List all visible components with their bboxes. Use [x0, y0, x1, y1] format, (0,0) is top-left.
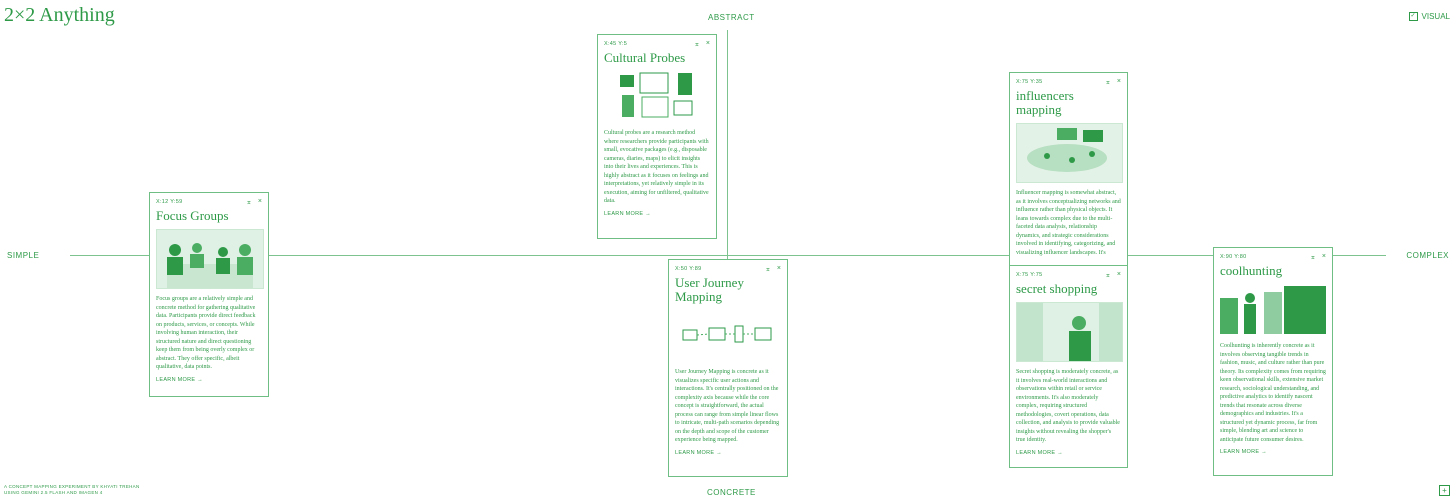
visual-toggle[interactable] [1409, 12, 1450, 21]
card-image [604, 71, 710, 123]
learn-more-link[interactable]: LEARN MORE → [675, 449, 722, 456]
card-coords: X:12 Y:59 [156, 199, 183, 205]
close-icon[interactable]: × [1116, 78, 1121, 85]
card-title: influencers mapping [1016, 88, 1074, 117]
visual-checkbox[interactable]: ✓ [1410, 13, 1416, 19]
close-icon[interactable]: × [705, 40, 710, 47]
close-icon[interactable]: × [776, 265, 781, 272]
collapse-icon[interactable]: ⌅ [694, 41, 700, 48]
learn-more-link[interactable]: LEARN MORE → [604, 210, 651, 217]
add-button[interactable]: + [1439, 485, 1450, 496]
app-logo[interactable]: 2×2 Anything [4, 4, 115, 26]
learn-more-link[interactable]: LEARN MORE → [1016, 449, 1063, 456]
card-title: User Journey Mapping [675, 275, 744, 304]
collapse-icon[interactable]: ⌅ [1105, 79, 1111, 86]
footer-line-2: USING GEMINI 2.5 FLASH AND IMAGEN 4 [4, 490, 103, 495]
card-image [1016, 302, 1123, 362]
collapse-icon[interactable]: ⌅ [1105, 272, 1111, 279]
card-secret-shopping[interactable] [1009, 265, 1128, 468]
card-description: Influencer mapping is somewhat abstract, as it involves conceptualizing networks and influence rather than physical objects. It leans towards complex due to the multi-faceted data analysis, relationship dynamics, and strategic considerations involved in identifying, categorizing, and visualizing influencer landscapes. It's [1016, 190, 1121, 256]
axis-label-simple: SIMPLE [7, 251, 40, 260]
card-coords: X:45 Y:5 [604, 41, 628, 47]
card-image [675, 310, 781, 362]
axis-label-concrete: CONCRETE [707, 488, 756, 497]
card-title: Focus Groups [156, 208, 229, 223]
card-coolhunting[interactable] [1213, 247, 1333, 476]
card-cultural-probes[interactable] [597, 34, 717, 239]
learn-more-link[interactable]: LEARN MORE → [1220, 449, 1267, 455]
card-description: Cultural probes are a research method where researchers provide participants with small, evocative packages (e.g., disposable cameras, diaries, maps) to elicit insights into their lives and experiences. This is highly abstract as it focuses on feelings and interpretations, yet relatively simple in its execution, aiming for unfiltered, qualitative data. [604, 130, 709, 204]
footer-line-1: A CONCEPT MAPPING EXPERIMENT BY KHYATI TREHAN [4, 484, 140, 489]
card-user-journey-mapping[interactable] [668, 259, 788, 477]
card-focus-groups[interactable] [149, 192, 269, 397]
card-title: Cultural Probes [604, 50, 686, 65]
collapse-icon[interactable]: ⌅ [246, 199, 252, 206]
card-coords: X:50 Y:89 [675, 266, 702, 272]
collapse-icon[interactable]: ⌅ [1310, 254, 1316, 261]
card-title: secret shopping [1016, 281, 1098, 296]
footer-credits [4, 484, 140, 496]
axis-label-complex: COMPLEX [1406, 251, 1449, 260]
card-description: User Journey Mapping is concrete as it visualizes specific user actions and interactions. It's centrally positioned on the complexity axis because while the core concept is straightforward, the actual process can range from simple linear flows to intricate, multi-path scenarios depending on the depth and scope of the customer experience being mapped. [675, 369, 780, 443]
close-icon[interactable]: × [257, 198, 262, 205]
collapse-icon[interactable]: ⌅ [765, 266, 771, 273]
close-icon[interactable]: × [1321, 253, 1326, 260]
axis-label-abstract: ABSTRACT [708, 13, 755, 22]
learn-more-link[interactable]: LEARN MORE → [156, 376, 203, 383]
visual-toggle-label: VISUAL [1421, 12, 1450, 21]
card-coords: X:90 Y:80 [1220, 254, 1247, 260]
card-influencers-mapping[interactable] [1009, 72, 1128, 267]
card-title: coolhunting [1220, 263, 1283, 278]
card-description: Coolhunting is inherently concrete as it involves observing tangible trends in fashion, music, and culture rather than pure theory. Its complexity comes from requiring keen observational skills, extensive market research, sociological understanding, and predictive analytics to identify nascent trends that resonate across diverse demographics and industries. It's a structured yet dynamic process, far from simple, blending art and science to anticipate future consumer desires. [1220, 343, 1326, 443]
close-icon[interactable]: × [1116, 271, 1121, 278]
card-description: Secret shopping is moderately concrete, as it involves real-world interactions and observations within retail or service environments. It's also moderately complex, requiring structured methodologies, covert operations, data collection, and analysis to provide valuable insights without revealing the shopper's true identity. [1016, 369, 1120, 443]
card-image [1016, 123, 1123, 183]
card-coords: X:75 Y:35 [1016, 79, 1043, 85]
card-image [156, 229, 264, 289]
card-description: Focus groups are a relatively simple and concrete method for gathering qualitative data. Participants provide direct feedback on products, services, or concepts. While involving human interaction, their structured nature and direct questioning keep them from being overly complex or abstract. They offer specific, albeit qualitative, data points. [156, 296, 256, 370]
card-coords: X:75 Y:75 [1016, 272, 1043, 278]
card-image [1220, 284, 1326, 336]
